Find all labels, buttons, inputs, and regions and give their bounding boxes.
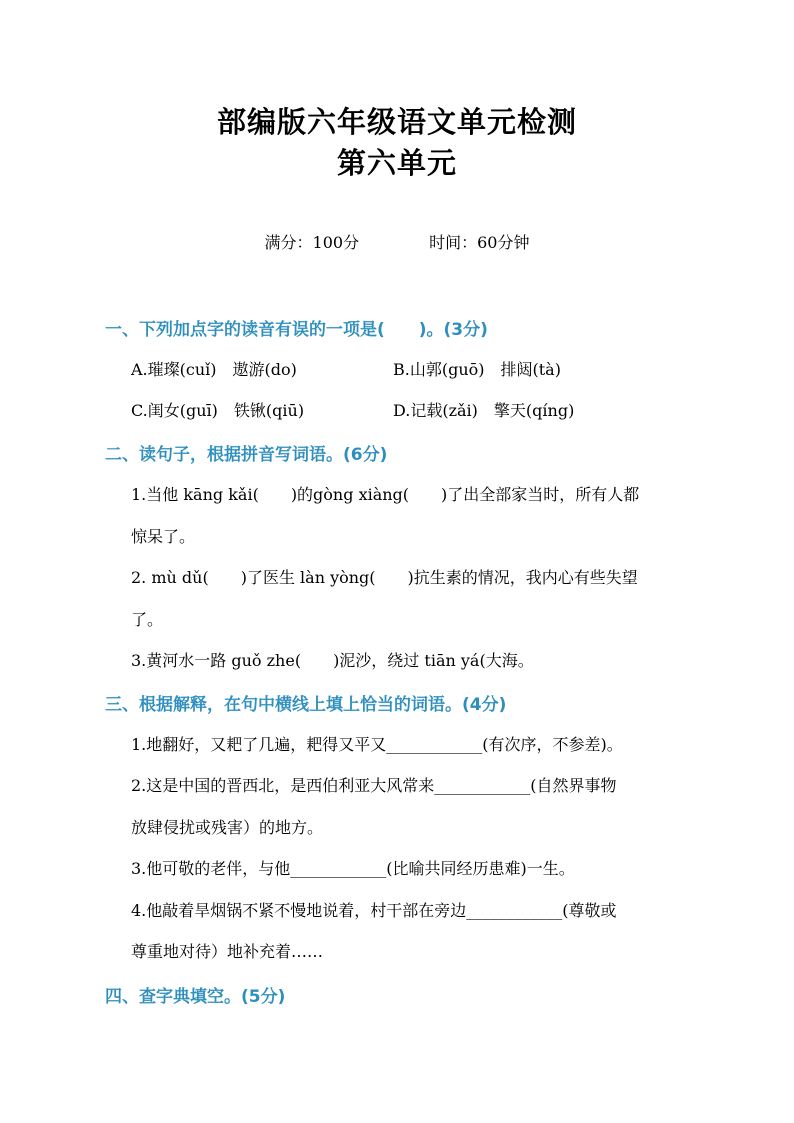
question-line: 2.这是中国的晋西北，是西伯利亚大风常来____________(自然界事物 (131, 776, 617, 795)
section-2-heading: 二、读句子，根据拼音写词语。(6分) (105, 445, 388, 465)
question-line: 1.地翻好，又耙了几遍，耙得又平又____________(有次序，不参差)。 (131, 735, 623, 754)
option-a: A.璀璨(cuǐ) 遨游(do) (131, 360, 297, 379)
question-line: 了。 (131, 610, 164, 629)
exam-time: 时间：60分钟 (429, 233, 530, 252)
option-b: B.山郭(guō) 排闼(tà) (393, 360, 561, 379)
page-subtitle: 第六单元 (336, 146, 457, 180)
section-3-heading: 三、根据解释，在句中横线上填上恰当的词语。(4分) (105, 695, 507, 715)
question-line: 2. mù dǔ( )了医生 làn yòng( )抗生素的情况，我内心有些失望 (131, 568, 638, 587)
question-line: 3.黄河水一路 guǒ zhe( )泥沙，绕过 tiān yá(大海。 (131, 651, 534, 670)
full-score: 满分：100分 (264, 233, 360, 252)
option-c: C.闺女(guī) 铁锹(qiū) (131, 401, 305, 420)
section-1-heading: 一、下列加点字的读音有误的一项是( )。(3分) (105, 320, 488, 340)
page-title: 部编版六年级语文单元检测 (216, 105, 577, 139)
question-line: 尊重地对待）地补充着…… (131, 942, 324, 961)
question-line: 1.当他 kāng kǎi( )的gòng xiàng( )了出全部家当时，所有人都 (131, 485, 640, 504)
question-line: 惊呆了。 (131, 527, 196, 546)
option-d: D.记载(zǎi) 擎天(qíng) (393, 401, 575, 420)
question-line: 4.他敲着旱烟锅不紧不慢地说着，村干部在旁边____________(尊敬或 (131, 901, 617, 920)
exam-meta (0, 230, 794, 253)
question-line: 3.他可敬的老伴，与他____________(比喻共同经历患难)一生。 (131, 859, 575, 878)
section-4-heading: 四、查字典填空。(5分) (105, 987, 286, 1007)
question-line: 放肆侵扰或残害）的地方。 (131, 818, 324, 837)
